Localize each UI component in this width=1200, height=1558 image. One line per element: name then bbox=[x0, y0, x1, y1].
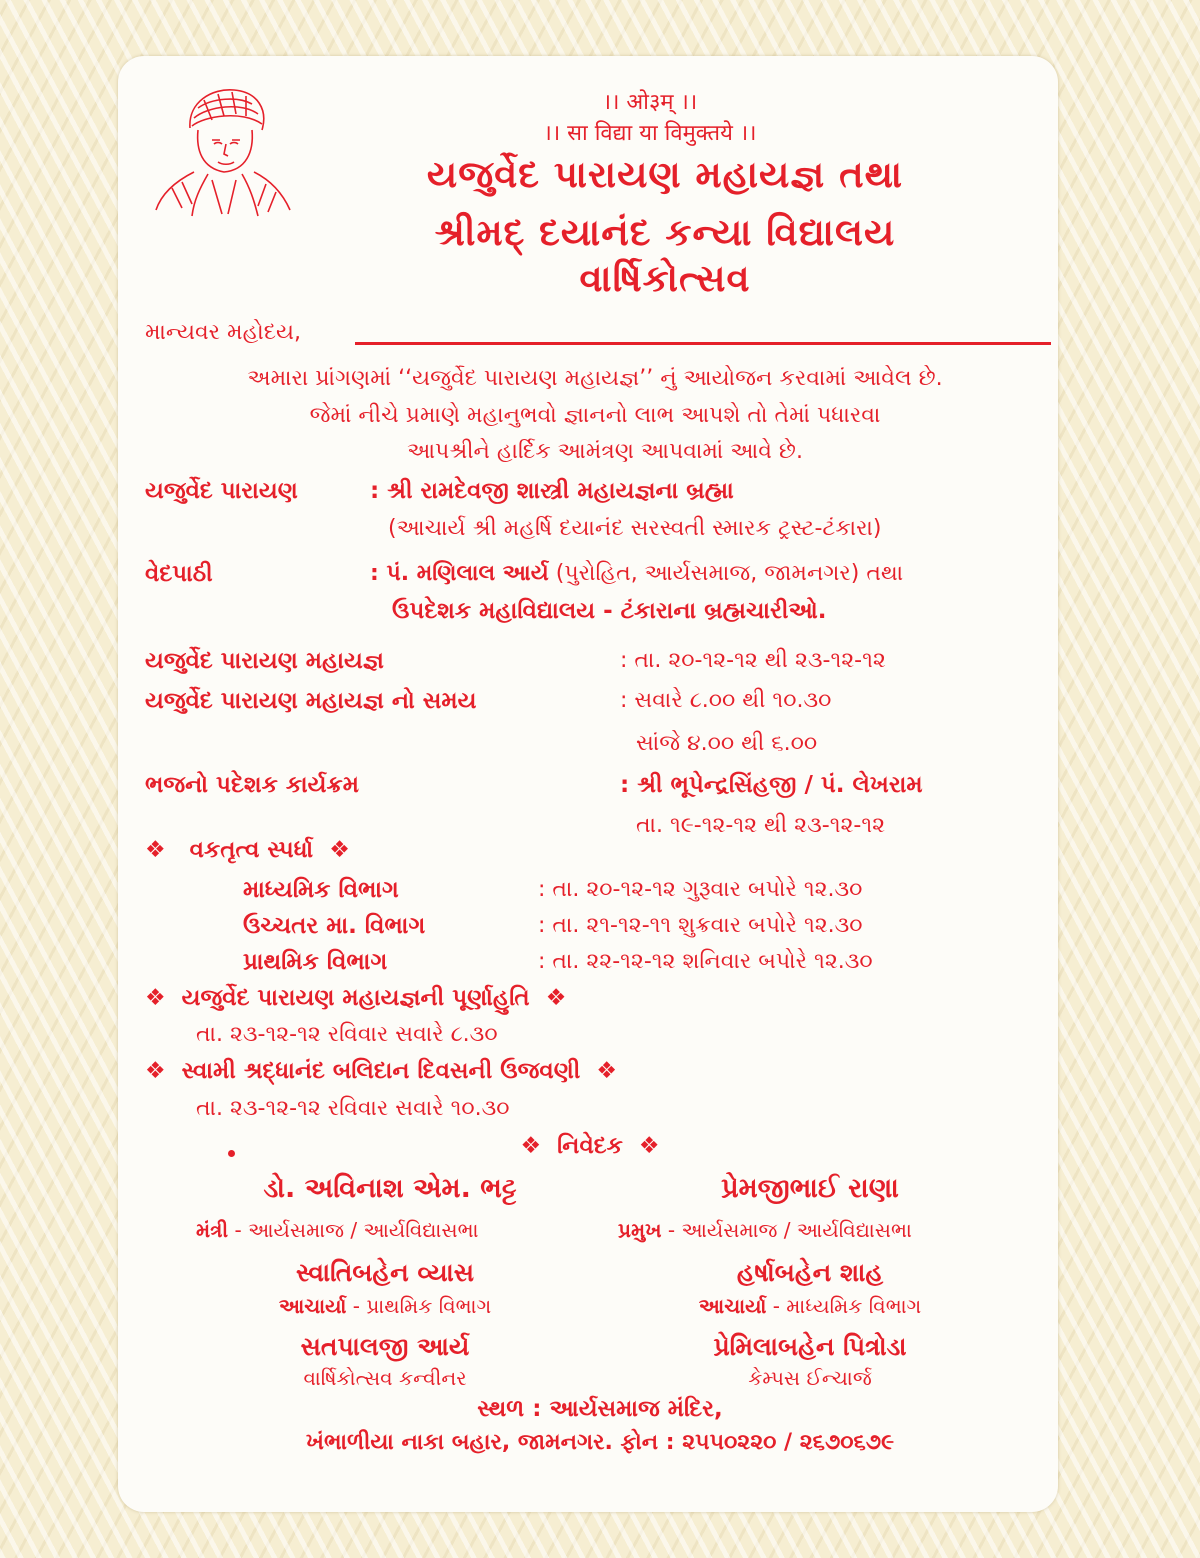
title-line-1: યજુર્વેદ પારાયણ મહાયજ્ઞ તથા bbox=[426, 153, 904, 196]
competition-row-label: પ્રાથમિક વિભાગ bbox=[243, 949, 388, 975]
diamond-icon: ❖ bbox=[145, 837, 166, 863]
competition-row-label: ઉચ્ચતર મા. વિભાગ bbox=[243, 913, 426, 939]
motto-heading: ।। सा विद्या या विमुक्तये ।। bbox=[543, 121, 757, 146]
competition-heading: વકતૃત્વ સ્પર્ધા bbox=[189, 837, 314, 863]
convener-role: વાર્ષિકોત્સવ કન્વીનર bbox=[303, 1366, 467, 1390]
competition-row-value: : તા. ૨૦-૧૨-૧૨ ગુરૂવાર બપોરે ૧૨.૩૦ bbox=[538, 877, 863, 902]
diamond-icon: ❖ bbox=[596, 1058, 618, 1084]
title-line-2: શ્રીમદ્ દયાનંદ કન્યા વિદ્યાલય bbox=[434, 211, 896, 254]
parayan-label: યજુર્વેદ પારાયણ bbox=[145, 478, 298, 504]
mahayagna-value: : તા. ૨૦-૧૨-૧૨ થી ૨૩-૧૨-૧૨ bbox=[620, 648, 886, 673]
secretary-title: મંત્રી bbox=[196, 1218, 229, 1242]
address-line: ખંભાળીયા નાકા બહાર, જામનગર. ફોન : ૨૫૫૦૨૨૦ / ૨૬૭૦૬૭૯ bbox=[305, 1430, 895, 1455]
competition-row-label: માધ્યમિક વિભાગ bbox=[243, 877, 399, 903]
diamond-icon: ❖ bbox=[329, 837, 350, 863]
samay-evening: સાંજે ૪.૦૦ થી ૬.૦૦ bbox=[636, 731, 818, 756]
samay-label: યજુર્વેદ પારાયણ મહાયજ્ઞ નો સમય bbox=[145, 688, 477, 714]
competition-row-value: : તા. ૨૧-૧૨-૧૧ શુક્રવાર બપોરે ૧૨.૩૦ bbox=[538, 913, 863, 938]
parayan-note: (આચાર્ય શ્રી મહર્ષિ દયાનંદ સરસ્વતી સ્મારક ટ્રસ્ટ-ટંકારા) bbox=[388, 516, 882, 541]
purnahuti-heading: યજુર્વેદ પારાયણ મહાયજ્ઞની પૂર્ણાહુતિ bbox=[181, 985, 530, 1011]
vedpathi-affiliation: (પુરોહિત, આર્યસમાજ, જામનગર) તથા bbox=[548, 561, 904, 586]
vedpathi-value bbox=[370, 563, 903, 585]
campus-incharge-name: પ્રેમિલાબહેન પિત્રોડા bbox=[713, 1332, 907, 1361]
om-heading: ।। ओ३म् ।। bbox=[602, 90, 698, 115]
primary-principal-role bbox=[200, 1296, 570, 1316]
parayan-value: : શ્રી રામદેવજી શાસ્ત્રી મહાયજ્ઞના બ્રહ્મા bbox=[370, 478, 734, 504]
secondary-principal-name: હર્ષાબહેન શાહ bbox=[736, 1258, 884, 1287]
convener-name: સતપાલજી આર્ય bbox=[300, 1332, 470, 1361]
diamond-icon: ❖ bbox=[145, 985, 166, 1011]
primary-principal-title: આચાર્યા bbox=[278, 1294, 347, 1318]
nivedak-heading-row bbox=[0, 1135, 1180, 1158]
purnahuti-date: તા. ૨૩-૧૨-૧૨ રવિવાર સવારે ૮.૩૦ bbox=[196, 1022, 498, 1047]
competition-heading-row bbox=[145, 839, 350, 862]
secondary-principal-role bbox=[620, 1296, 1000, 1316]
balidan-date: તા. ૨૩-૧૨-૧૨ રવિવાર સવારે ૧૦.૩૦ bbox=[196, 1096, 510, 1121]
secretary-role bbox=[196, 1220, 478, 1240]
venue-line: સ્થળ : આર્યસમાજ મંદિર, bbox=[477, 1396, 723, 1422]
intro-line-3: આપશ્રીને હાર્દિક આમંત્રણ આપવામાં આવે છે. bbox=[407, 439, 803, 464]
primary-principal-name: સ્વાતિબહેન વ્યાસ bbox=[296, 1258, 474, 1287]
secondary-principal-dept: - માધ્યમિક વિભાગ bbox=[766, 1294, 922, 1318]
bhajan-value: : શ્રી ભૂપેન્દ્રસિંહજી / પં. લેખરામ bbox=[620, 772, 923, 798]
nivedak-heading: નિવેદક bbox=[557, 1133, 623, 1159]
vedpathi-name: : પં. મણિલાલ આર્ય bbox=[370, 561, 549, 586]
secondary-principal-title: આચાર્યા bbox=[698, 1294, 767, 1318]
diamond-icon: ❖ bbox=[520, 1133, 542, 1159]
president-organisation: - આર્યસમાજ / આર્યવિદ્યાસભા bbox=[661, 1218, 912, 1242]
invitee-name-line bbox=[355, 342, 1051, 345]
balidan-heading-row bbox=[145, 1060, 617, 1083]
president-role bbox=[618, 1220, 912, 1240]
bhajan-date: તા. ૧૯-૧૨-૧૨ થી ૨૩-૧૨-૧૨ bbox=[636, 813, 886, 838]
competition-row-value: : તા. ૨૨-૧૨-૧૨ શનિવાર બપોરે ૧૨.૩૦ bbox=[538, 949, 873, 974]
balidan-heading: સ્વામી શ્રદ્ધાનંદ બલિદાન દિવસની ઉજવણી bbox=[181, 1058, 581, 1084]
vedpathi-line-2: ઉપદેશક મહાવિદ્યાલય - ટંકારાના બ્રહ્મચારીઓ. bbox=[392, 598, 827, 624]
samay-morning: : સવારે ૮.૦૦ થી ૧૦.૩૦ bbox=[620, 688, 832, 713]
diamond-icon: ❖ bbox=[545, 985, 567, 1011]
president-name: પ્રેમજીભાઈ રાણા bbox=[721, 1173, 899, 1204]
bhajan-label: ભજનો પદેશક કાર્યક્રમ bbox=[145, 772, 359, 798]
primary-principal-dept: - પ્રાથમિક વિભાગ bbox=[346, 1294, 492, 1318]
diamond-icon: ❖ bbox=[638, 1133, 660, 1159]
salutation: માન્યવર મહોદય, bbox=[145, 320, 302, 345]
secretary-organisation: - આર્યસમાજ / આર્યવિદ્યાસભા bbox=[228, 1218, 479, 1242]
intro-line-2: જેમાં નીચે પ્રમાણે મહાનુભવો જ્ઞાનનો લાભ આપશે તો તેમાં પધારવા bbox=[309, 403, 881, 428]
title-line-3: વાર્ષિકોત્સવ bbox=[579, 257, 751, 300]
diamond-icon: ❖ bbox=[145, 1058, 166, 1084]
intro-line-1: અમારા પ્રાંગણમાં ‘‘યજુર્વેદ પારાયણ મહાયજ્ઞ’’ નું આયોજન કરવામાં આવેલ છે. bbox=[247, 366, 943, 391]
president-title: પ્રમુખ bbox=[618, 1218, 662, 1242]
vedpathi-label: વેદપાઠી bbox=[145, 561, 213, 587]
mahayagna-label: યજુર્વેદ પારાયણ મહાયજ્ઞ bbox=[145, 648, 384, 674]
secretary-name: ડો. અવિનાશ એમ. ભટ્ટ bbox=[263, 1173, 517, 1204]
campus-incharge-role: કેમ્પસ ઈન્ચાર્જ bbox=[748, 1366, 872, 1390]
purnahuti-heading-row bbox=[145, 987, 566, 1010]
